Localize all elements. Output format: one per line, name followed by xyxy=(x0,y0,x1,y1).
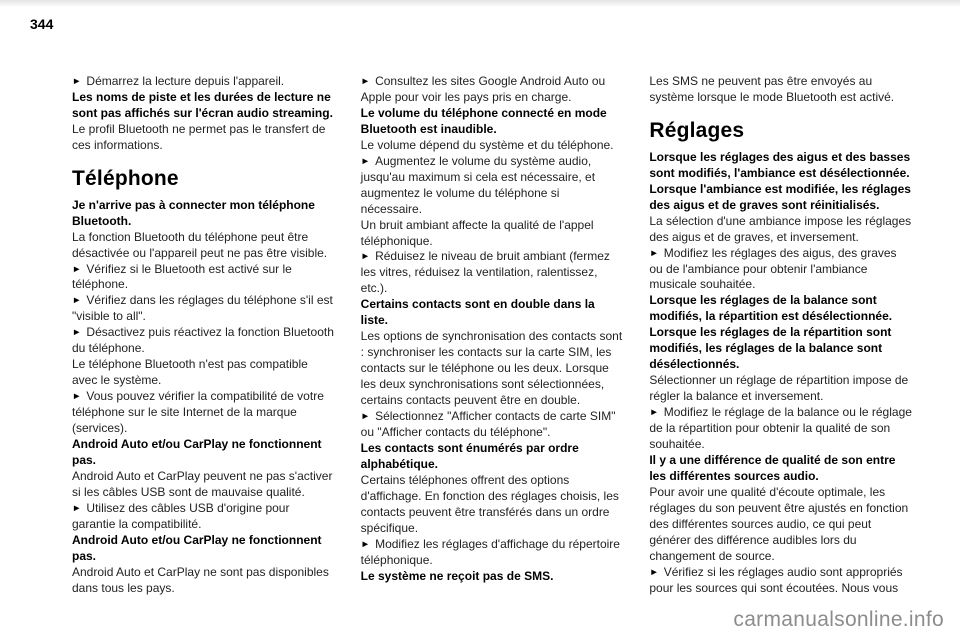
instruction-text: Vous pouvez vérifier la compatibilité de votre téléphone sur le site Internet de la marque (services). xyxy=(72,389,324,436)
arrow-bullet-icon: ► xyxy=(72,76,82,87)
arrow-bullet-icon: ► xyxy=(72,295,82,307)
paragraph: Le profil Bluetooth ne permet pas le transfert de ces informations. xyxy=(72,121,326,152)
paragraph: Android Auto et CarPlay ne sont pas disponibles dans tous les pays. xyxy=(72,564,329,595)
page-number: 344 xyxy=(30,16,54,32)
instruction-text: Modifiez le réglage de la balance ou le réglage de la répartition pour obtenir la qualité de son souhaitée. xyxy=(649,405,912,451)
instruction-item xyxy=(72,325,335,357)
instruction-text: Sélectionnez "Afficher contacts de carte SIM" ou "Afficher contacts du téléphone". xyxy=(360,409,616,439)
instruction-text: Utilisez des câbles USB d'origine pour garantie la compatibilité. xyxy=(72,500,290,531)
instruction-text: Démarrez la lecture depuis l'appareil. xyxy=(86,74,285,88)
bold-statement: Lorsque les réglages des aigus et des basses sont modifiés, l'ambiance est désélectionnée. xyxy=(649,149,911,180)
instruction-item xyxy=(72,389,335,437)
arrow-bullet-icon: ► xyxy=(360,251,371,263)
paragraph: La sélection d'une ambiance impose les réglages des aigus et de graves, et inversement. xyxy=(649,213,912,244)
arrow-bullet-icon: ► xyxy=(360,538,371,550)
arrow-bullet-icon: ► xyxy=(649,566,659,578)
instruction-item xyxy=(72,262,335,294)
instruction-item xyxy=(649,405,912,453)
page-content xyxy=(72,74,912,630)
instruction-item xyxy=(72,74,335,90)
paragraph: Certains téléphones offrent des options d'affichage. En fonction des réglages choisis, les contacts peuvent être transférés dans un ordre spécifique. xyxy=(360,472,619,535)
arrow-bullet-icon: ► xyxy=(360,411,371,423)
paragraph: Sélectionner un réglage de répartition impose de régler la balance et inversement. xyxy=(649,373,909,404)
bold-statement: Lorsque l'ambiance est modifiée, les réglages des aigus et de graves sont réinitialisés. xyxy=(649,181,911,212)
bold-statement: Lorsque les réglages de la répartition sont modifiés, les réglages de la balance sont désélectionnés. xyxy=(649,325,892,372)
instruction-item xyxy=(361,409,624,441)
section-heading: Téléphone xyxy=(72,166,179,190)
bold-statement: Certains contacts sont en double dans la liste. xyxy=(360,297,595,328)
arrow-bullet-icon: ► xyxy=(360,155,371,167)
instruction-text: Vérifiez si les réglages audio sont appropriés pour les sources qui sont écoutées. Nous vous xyxy=(649,564,903,595)
bold-statement: Android Auto et/ou CarPlay ne fonctionnent pas. xyxy=(72,436,322,467)
instruction-text: Réduisez le niveau de bruit ambiant (fermez les vitres, réduisez la ventilation, ralentissez, etc.). xyxy=(360,249,610,296)
instruction-item xyxy=(649,565,912,597)
paragraph: Un bruit ambiant affecte la qualité de l'appel téléphonique. xyxy=(360,217,594,248)
paragraph: Le téléphone Bluetooth n'est pas compatible avec le système. xyxy=(72,357,308,388)
arrow-bullet-icon: ► xyxy=(72,502,82,514)
instruction-item xyxy=(361,74,624,106)
arrow-bullet-icon: ► xyxy=(72,327,82,339)
instruction-text: Augmentez le volume du système audio, jusqu'au maximum si cela est nécessaire, et augmentez le volume du téléphone si nécessaire. xyxy=(360,153,596,216)
arrow-bullet-icon: ► xyxy=(649,407,659,419)
instruction-item xyxy=(361,249,624,297)
bold-statement: Les contacts sont énumérés par ordre alphabétique. xyxy=(360,440,579,471)
bold-statement: Je n'arrive pas à connecter mon téléphone Bluetooth. xyxy=(72,197,315,228)
arrow-bullet-icon: ► xyxy=(360,76,371,87)
paragraph: La fonction Bluetooth du téléphone peut être désactivée ou l'appareil peut ne pas être visible. xyxy=(72,229,328,260)
section-heading: Réglages xyxy=(649,118,745,142)
bold-statement: Android Auto et/ou CarPlay ne fonctionnent pas. xyxy=(72,532,322,563)
instruction-item xyxy=(72,501,335,533)
instruction-item xyxy=(361,154,624,218)
instruction-text: Désactivez puis réactivez la fonction Bluetooth du téléphone. xyxy=(72,325,334,356)
text-column-3 xyxy=(649,74,912,630)
watermark: carmanualsonline.info xyxy=(733,608,944,631)
instruction-text: Vérifiez si le Bluetooth est activé sur le téléphone. xyxy=(72,261,292,292)
paragraph: Android Auto et CarPlay peuvent ne pas s'activer si les câbles USB sont de mauvaise qualité. xyxy=(72,468,333,499)
instruction-text: Modifiez les réglages des aigus, des graves ou de l'ambiance pour obtenir l'ambiance musicale souhaitée. xyxy=(649,245,897,292)
instruction-text: Vérifiez dans les réglages du téléphone s'il est "visible to all". xyxy=(72,293,333,324)
bold-statement: Lorsque les réglages de la balance sont modifiés, la répartition est désélectionnée. xyxy=(649,293,893,324)
text-column-2 xyxy=(361,74,624,630)
bold-statement: Le système ne reçoit pas de SMS. xyxy=(360,568,554,583)
paragraph: Pour avoir une qualité d'écoute optimale, les réglages du son peuvent être ajustés en fonction des différentes sources audio, ce qui peut générer des différence audibles lors du changement de source. xyxy=(649,484,909,563)
arrow-bullet-icon: ► xyxy=(72,263,82,275)
bold-statement: Il y a une différence de qualité de son entre les différentes sources audio. xyxy=(649,452,896,483)
instruction-text: Modifiez les réglages d'affichage du répertoire téléphonique. xyxy=(360,536,620,567)
instruction-item xyxy=(361,537,624,569)
arrow-bullet-icon: ► xyxy=(72,391,82,403)
instruction-item xyxy=(649,246,912,294)
bold-statement: Le volume du téléphone connecté en mode Bluetooth est inaudible. xyxy=(360,105,607,136)
instruction-text: Consultez les sites Google Android Auto ou Apple pour voir les pays pris en charge. xyxy=(360,74,606,104)
instruction-item xyxy=(72,293,335,325)
text-column-1 xyxy=(72,74,335,630)
paragraph: Les options de synchronisation des contacts sont : synchroniser les contacts sur la carte SIM, les contacts sur le téléphone ou les deux. Lorsque les deux synchronisations sont sélectionnées, certains contacts peuvent être en double. xyxy=(360,329,623,408)
paragraph: Le volume dépend du système et du téléphone. xyxy=(360,137,614,152)
bold-statement: Les noms de piste et les durées de lecture ne sont pas affichés sur l'écran audio streaming. xyxy=(72,89,333,120)
arrow-bullet-icon: ► xyxy=(649,247,659,259)
page-edge-shadow xyxy=(0,0,960,7)
paragraph: Les SMS ne peuvent pas être envoyés au système lorsque le mode Bluetooth est activé. xyxy=(649,74,895,104)
